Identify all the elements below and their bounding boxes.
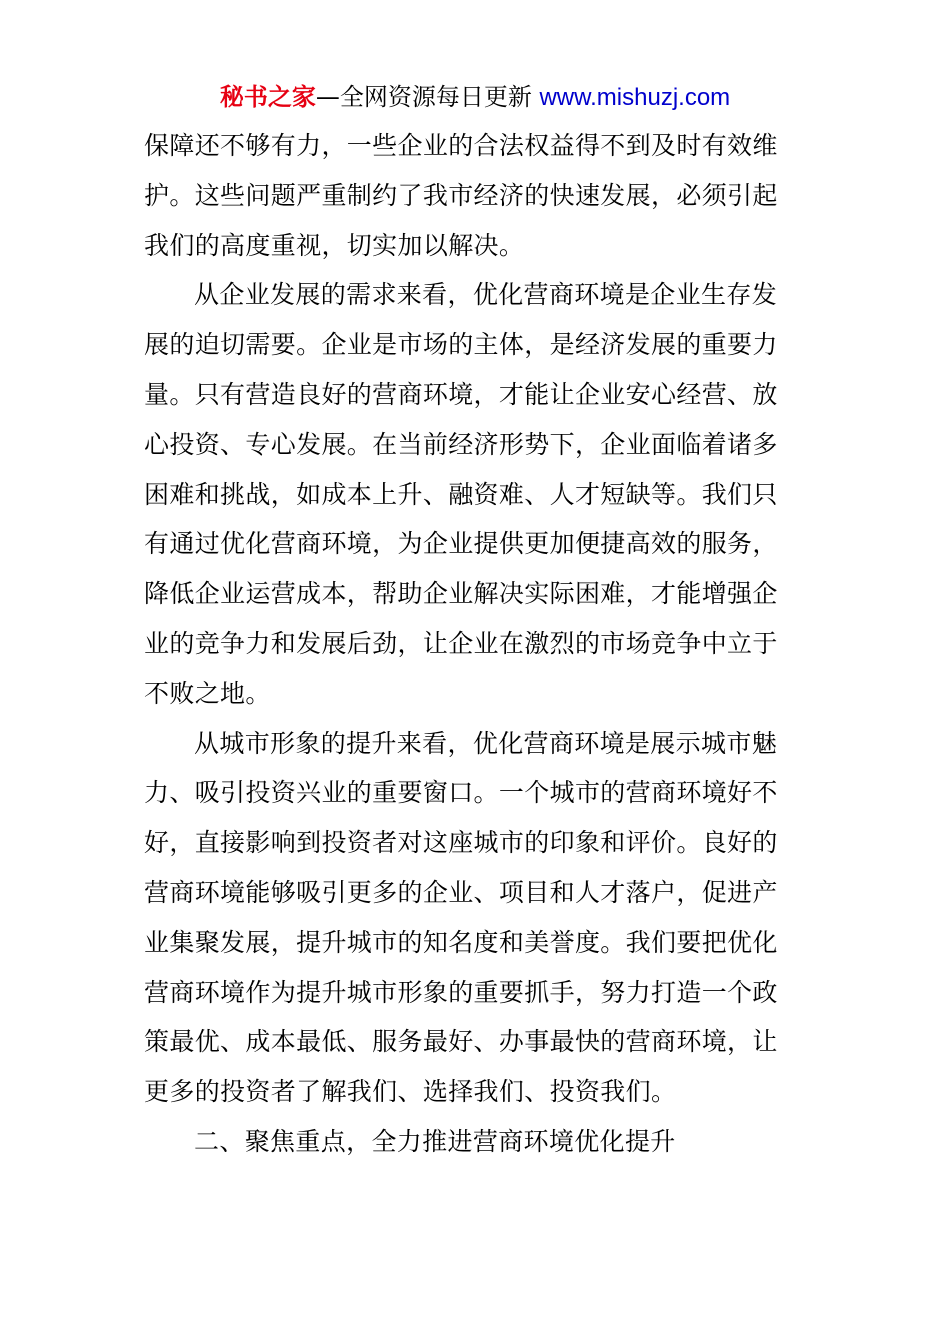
paragraph-first-line: 从企业发展的需求来看，优化营商环境是企业生存发 (194, 280, 778, 310)
text-line: 力、吸引投资兴业的重要窗口。一个城市的营商环境好不 (144, 778, 778, 808)
text-line: 业的竞争力和发展后劲，让企业在激烈的市场竞争中立于 (144, 628, 778, 658)
text-line: 降低企业运营成本，帮助企业解决实际困难，才能增强企 (144, 579, 778, 609)
site-brand: 秘书之家 (219, 83, 316, 111)
text-line: 我们的高度重视，切实加以解决。 (144, 230, 525, 260)
text-line: 好，直接影响到投资者对这座城市的印象和评价。良好的 (144, 828, 778, 858)
text-line: 展的迫切需要。企业是市场的主体，是经济发展的重要力 (144, 330, 778, 360)
text-line: 营商环境能够吸引更多的企业、项目和人才落户，促进产 (144, 877, 778, 907)
text-line: 更多的投资者了解我们、选择我们、投资我们。 (144, 1077, 677, 1107)
section-heading: 二、聚焦重点，全力推进营商环境优化提升 (194, 1126, 676, 1156)
text-line: 业集聚发展，提升城市的知名度和美誉度。我们要把优化 (144, 927, 778, 957)
paragraph-first-line: 从城市形象的提升来看，优化营商环境是展示城市魅 (194, 728, 778, 758)
text-line: 护。这些问题严重制约了我市经济的快速发展，必须引起 (144, 180, 778, 210)
document-body (144, 121, 808, 1167)
text-line: 不败之地。 (144, 678, 271, 708)
text-line: 量。只有营造良好的营商环境，才能让企业安心经营、放 (144, 379, 778, 409)
site-url-link[interactable]: www.mishuzj.com (539, 84, 731, 111)
text-line: 营商环境作为提升城市形象的重要抓手，努力打造一个政 (144, 977, 778, 1007)
site-slogan: —全网资源每日更新 (315, 83, 540, 111)
page-header (0, 80, 950, 115)
text-line: 有通过优化营商环境，为企业提供更加便捷高效的服务， (144, 529, 778, 559)
text-line: 保障还不够有力，一些企业的合法权益得不到及时有效维 (144, 131, 778, 160)
text-line: 心投资、专心发展。在当前经济形势下，企业面临着诸多 (144, 429, 778, 459)
text-line: 困难和挑战，如成本上升、融资难、人才短缺等。我们只 (144, 479, 778, 509)
text-line: 策最优、成本最低、服务最好、办事最快的营商环境，让 (144, 1027, 778, 1057)
